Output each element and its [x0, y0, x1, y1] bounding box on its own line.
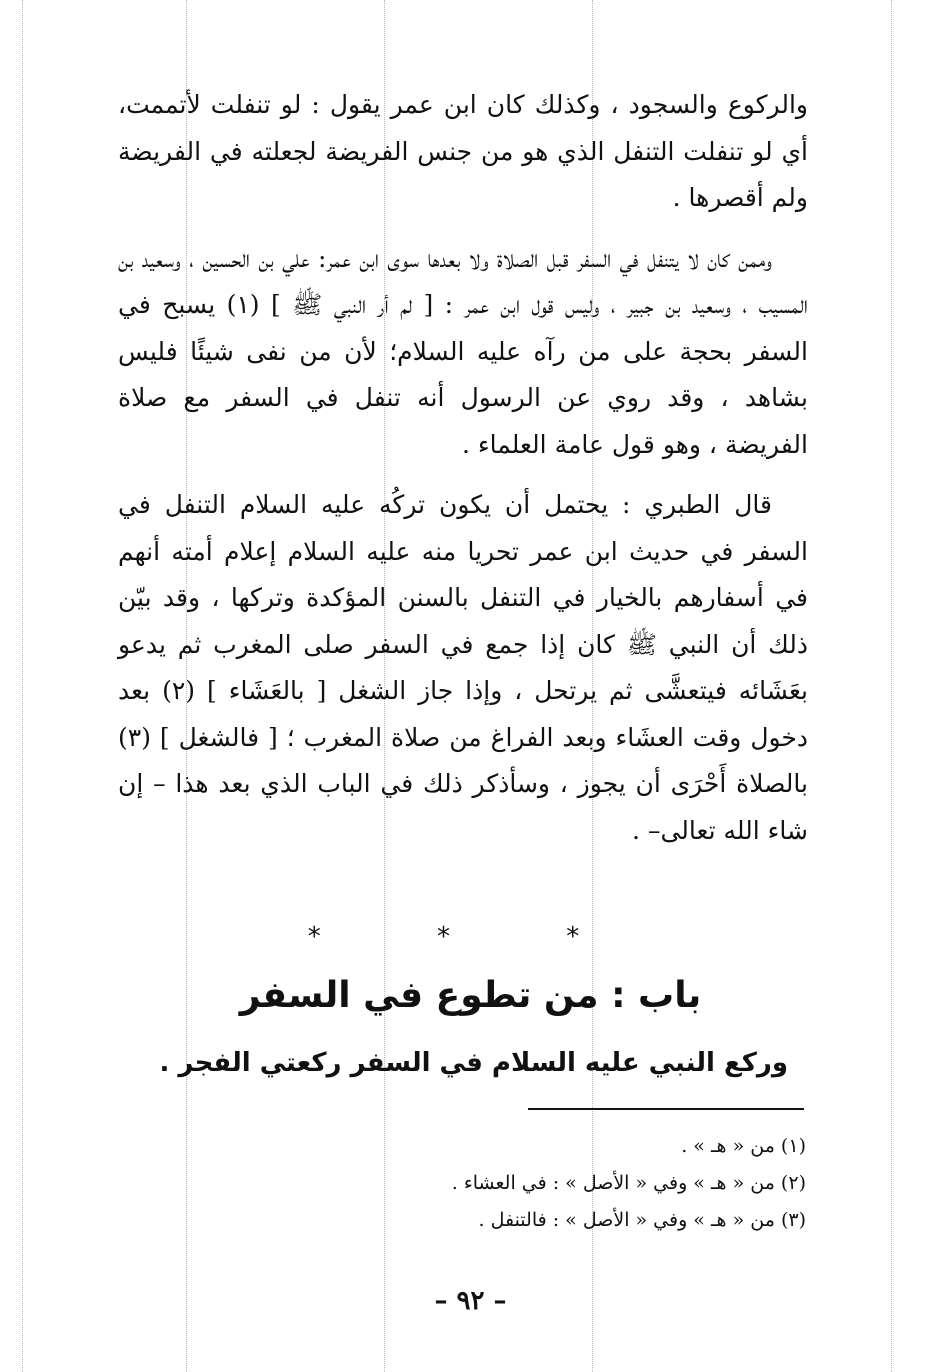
body-paragraph: والركوع والسجود ، وكذلك كان ابن عمر يقول : لو تنفلت لأتممت، أي لو تنفلت التنفل الذي هو من جنس الفريضة لجعلته في الفريضة ولم أقصرها .	[118, 90, 808, 212]
body-text	[118, 82, 808, 868]
scan-guide-line	[22, 0, 23, 1372]
scan-guide-line	[891, 0, 892, 1372]
footnote: (١) من « هـ » .	[681, 1135, 806, 1157]
chapter-title: باب : من تطوع في السفر	[239, 975, 702, 1016]
footnotes	[300, 1128, 806, 1239]
section-separator: * * *	[307, 922, 634, 952]
body-paragraph: قال الطبري : يحتمل أن يكون تركُه عليه السلام التنفل في السفر في حديث ابن عمر تحريا منه عليه السلام إعلام أمته أنهم في أسفارهم بالخيار في التنفل بالسنن المؤكدة وتركها ، وقد بيّن ذلك أن النبي ﷺ كان إذا جمع في السفر صلى المغرب ثم يدعو بعَشَائه فيتعشَّى ثم يرتحل ، وإذا جاز الشغل [ بالعَشَاء ] (٢) بعد دخول وقت العشَاء وبعد الفراغ من صلاة المغرب ؛ [ فالشغل ] (٣) بالصلاة أَحْرَى أن يجوز ، وسأذكر ذلك في الباب الذي بعد هذا – إن شاء الله تعالى– .	[118, 490, 809, 845]
footnote-divider	[528, 1108, 804, 1110]
footnote: (٣) من « هـ » وفي « الأصل » : فالتنفل .	[478, 1209, 806, 1231]
page-number: – ٩٢ –	[434, 1286, 507, 1316]
body-paragraph: وممن كان لا يتنفل في السفر قبل الصلاة ولا بعدها سوى ابن عمر: علي بن الحسين ، وسعيد بن المسيب ، وسعيد بن جبير ، وليس قول ابن عمر : [ لم أر النبي ﷺ ] (١) يسبح في السفر بحجة على من رآه عليه السلام؛ لأن من نفى شيئًا فليس بشاهد ، وقد روي عن الرسول أنه تنفل في السفر مع صلاة الفريضة ، وهو قول عامة العلماء .	[118, 243, 808, 459]
chapter-subtitle: وركع النبي عليه السلام في السفر ركعتي الفجر .	[159, 1048, 788, 1078]
footnote: (٢) من « هـ » وفي « الأصل » : في العشاء .	[451, 1172, 806, 1194]
